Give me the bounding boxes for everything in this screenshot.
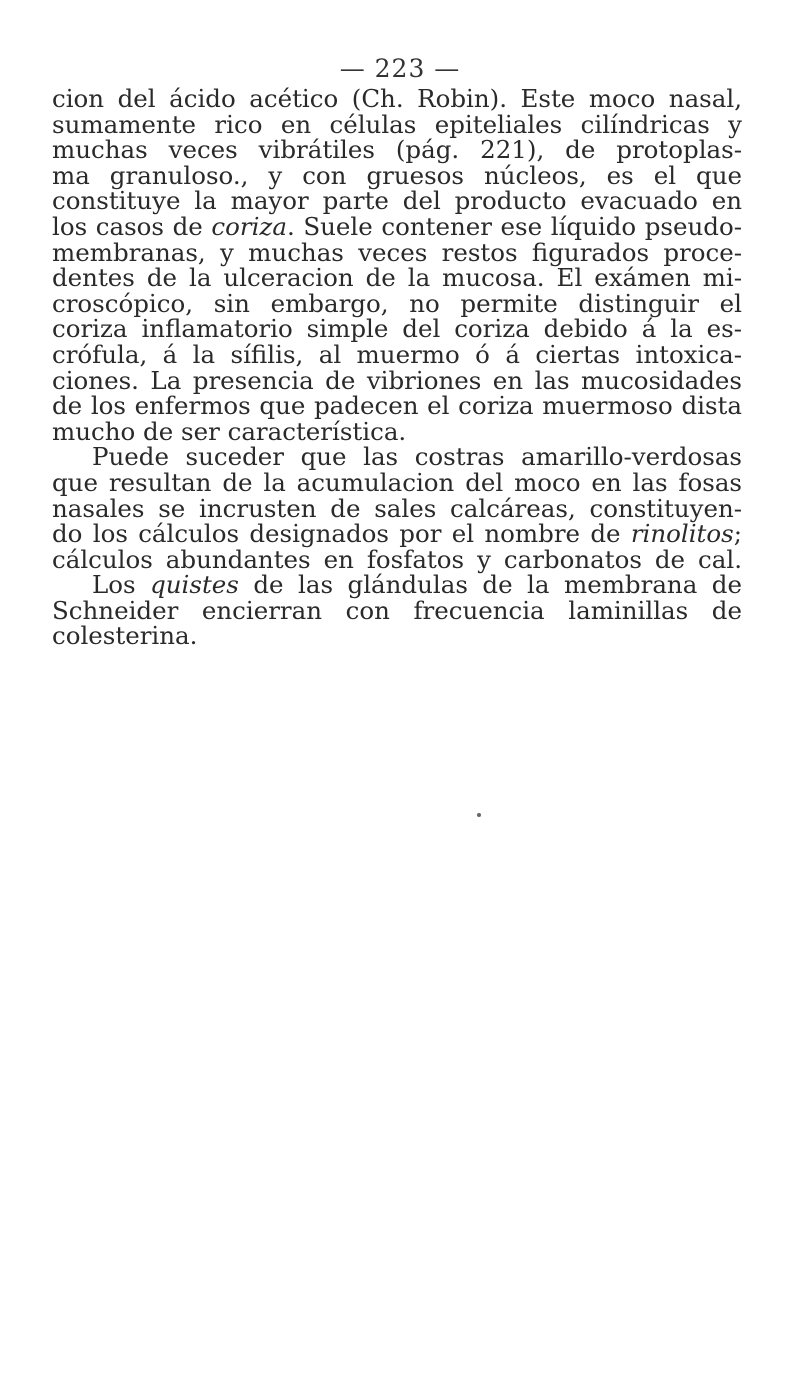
text-line: sumamente rico en células epiteliales cilíndricas y: [52, 109, 742, 139]
text-run: Los: [92, 570, 151, 600]
text-line: Schneider encierran con frecuencia laminillas de: [52, 595, 742, 625]
text-line: [52, 521, 742, 547]
text-run: de las glándulas de la membrana de: [238, 570, 742, 600]
text-run: . Suele contener ese líquido pseudo-: [286, 211, 742, 241]
text-line: coriza inflamatorio simple del coriza debido á la es-: [52, 314, 742, 344]
print-speck: [477, 813, 481, 817]
text-line: colesterina.: [52, 621, 198, 651]
text-line: dentes de la ulceracion de la mucosa. El exámen mi-: [52, 263, 742, 293]
body-text: [52, 86, 742, 649]
page-number: — 223 —: [339, 54, 461, 83]
text-line: cálculos abundantes en fosfatos y carbonatos de cal.: [52, 544, 742, 574]
text-line: cion del ácido acético (Ch. Robin). Este moco nasal,: [52, 84, 742, 113]
italic-term-coriza: coriza: [211, 211, 287, 241]
text-run: do los cálculos designados por el nombre de: [52, 519, 631, 549]
text-line: membranas, y muchas veces restos figurados proce-: [52, 237, 742, 267]
text-line: ciones. La presencia de vibriones en las mucosidades: [52, 365, 742, 395]
text-line: crófula, á la sífilis, al muermo ó á ciertas intoxica-: [52, 339, 742, 369]
text-line: de los enfermos que padecen el coriza muermoso dista: [52, 391, 742, 421]
text-line: nasales se incrusten de sales calcáreas, constituyen-: [52, 493, 742, 523]
text-line: croscópico, sin embargo, no permite distinguir el: [52, 288, 742, 318]
text-line: que resultan de la acumulacion del moco en las fosas: [52, 467, 742, 497]
text-line: ma granuloso., y con gruesos núcleos, es el que: [52, 160, 742, 190]
text-line: muchas veces vibrátiles (pág. 221), de protoplas-: [52, 135, 742, 165]
italic-term-rinolitos: rinolitos: [630, 519, 734, 549]
text-line: constituye la mayor parte del producto evacuado en: [52, 186, 742, 216]
text-run: ;: [733, 519, 742, 549]
text-run: los casos de: [52, 211, 212, 241]
text-line: Puede suceder que las costras amarillo-verdosas: [92, 442, 742, 472]
text-line: mucho de ser característica.: [52, 416, 407, 446]
italic-term-quistes: quistes: [150, 570, 239, 600]
text-line: [52, 572, 742, 598]
text-line: [52, 211, 742, 241]
